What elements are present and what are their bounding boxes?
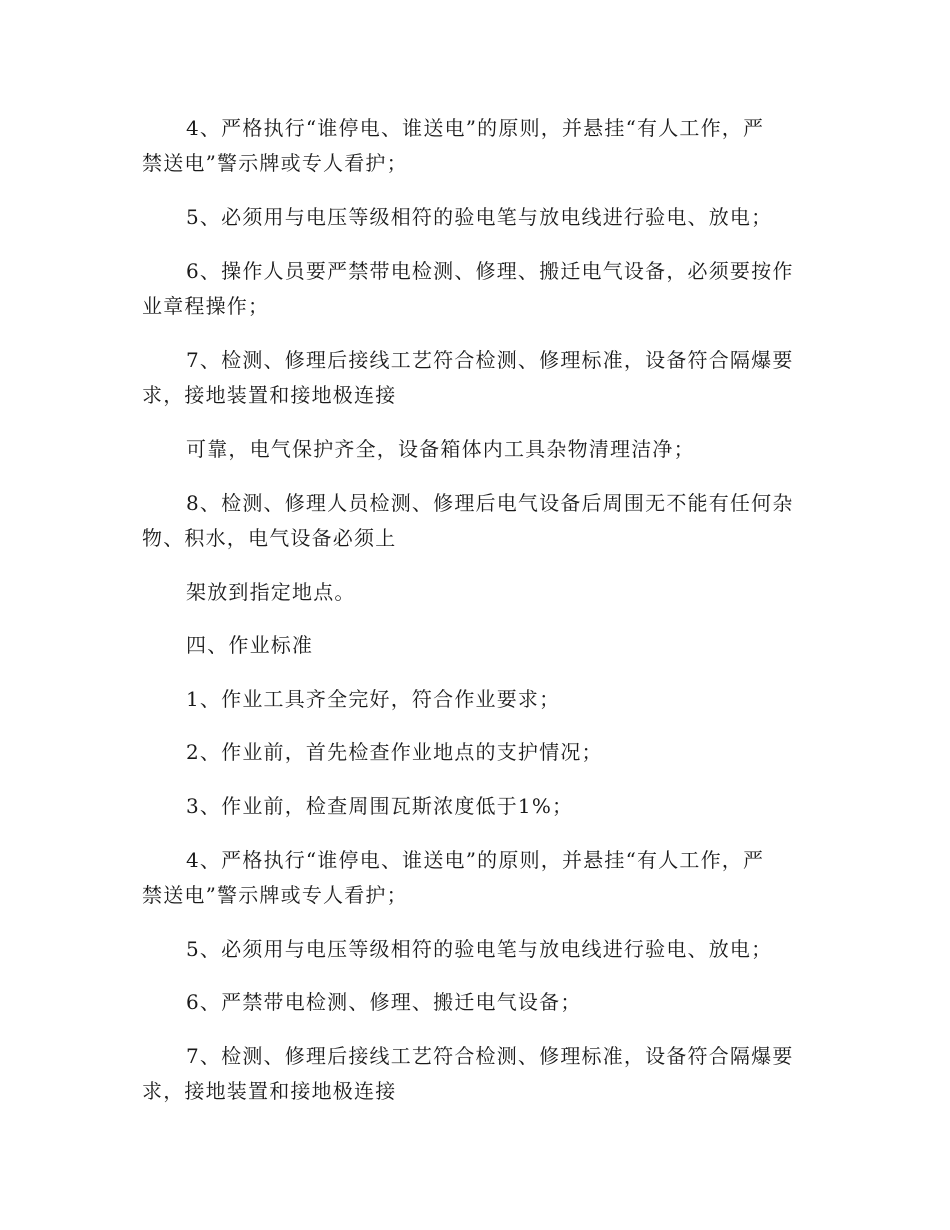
paragraph-line: 7、检测、修理后接线工艺符合检测、修理标准，设备符合隔爆要 [186,348,794,372]
section-heading: 四、作业标准 [186,633,314,657]
paragraph-line: 6、严禁带电检测、修理、搬迁电气设备； [186,990,582,1014]
paragraph-line: 求，接地装置和接地极连接 [142,1079,397,1103]
paragraph-line: 禁送电”警示牌或专人看护； [142,883,408,907]
paragraph-line: 7、检测、修理后接线工艺符合检测、修理标准，设备符合隔爆要 [186,1044,794,1068]
paragraph-line: 可靠，电气保护齐全，设备箱体内工具杂物清理洁净； [186,437,695,461]
paragraph-line: 求，接地装置和接地极连接 [142,383,397,407]
paragraph-line: 2、作业前，首先检查作业地点的支护情况； [186,740,603,764]
paragraph-line: 4、严格执行“谁停电、谁送电”的原则，并悬挂“有人工作，严 [186,116,765,140]
paragraph-line: 架放到指定地点。 [186,580,356,604]
paragraph-line: 5、必须用与电压等级相符的验电笔与放电线进行验电、放电； [186,937,773,961]
paragraph-line: 6、操作人员要严禁带电检测、修理、搬迁电气设备，必须要按作 [186,259,794,283]
paragraph-line: 1、作业工具齐全完好，符合作业要求； [186,687,561,711]
paragraph-line: 4、严格执行“谁停电、谁送电”的原则，并悬挂“有人工作，严 [186,848,765,872]
paragraph-line: 5、必须用与电压等级相符的验电笔与放电线进行验电、放电； [186,205,773,229]
paragraph-line: 8、检测、修理人员检测、修理后电气设备后周围无不能有任何杂 [186,491,794,515]
paragraph-line: 禁送电”警示牌或专人看护； [142,151,408,175]
paragraph-line: 3、作业前，检查周围瓦斯浓度低于1%； [186,794,574,818]
paragraph-line: 物、积水，电气设备必须上 [142,526,397,550]
paragraph-line: 业章程操作； [142,294,270,318]
